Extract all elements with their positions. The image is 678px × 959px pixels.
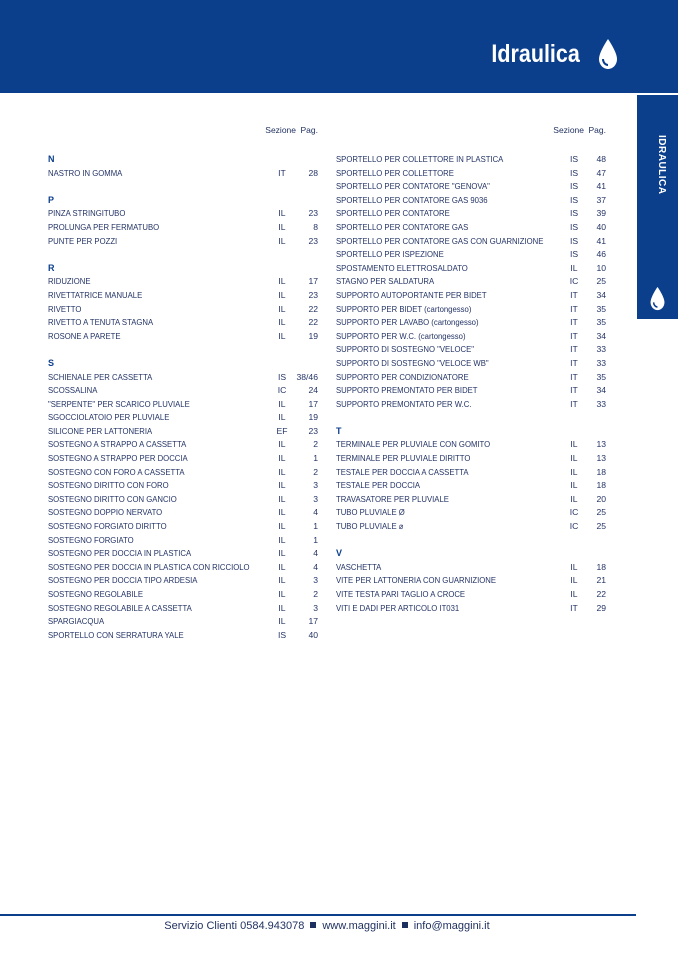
item-name: SPORTELLO PER CONTATORE GAS 9036	[336, 194, 488, 205]
item-sezione: IL	[278, 561, 286, 572]
index-row	[336, 289, 606, 303]
item-sezione: IT	[278, 167, 286, 178]
item-page: 10	[596, 262, 606, 273]
item-name: RIDUZIONE	[48, 276, 91, 287]
index-row	[48, 289, 318, 303]
item-name: SUPPORTO DI SOSTEGNO "VELOCE WB"	[336, 357, 489, 368]
item-page: 34	[596, 289, 606, 300]
item-sezione: IL	[278, 289, 286, 300]
item-sezione: IL	[570, 561, 578, 572]
index-row	[48, 602, 318, 616]
index-row	[48, 398, 318, 412]
index-row	[48, 438, 318, 452]
square-bullet-icon	[310, 922, 316, 928]
index-row	[48, 588, 318, 602]
index-row	[48, 561, 318, 575]
index-row	[48, 479, 318, 493]
item-page: 29	[596, 602, 606, 613]
item-page: 17	[308, 398, 318, 409]
item-name: SOSTEGNO A STRAPPO PER DOCCIA	[48, 453, 188, 464]
item-sezione: IL	[278, 575, 286, 586]
item-page: 3	[313, 602, 318, 613]
index-row	[48, 534, 318, 548]
index-row	[336, 194, 606, 208]
item-page: 25	[596, 276, 606, 287]
item-name: SOSTEGNO CON FORO A CASSETTA	[48, 466, 185, 477]
item-page: 40	[596, 221, 606, 232]
item-sezione: IT	[570, 602, 578, 613]
index-row	[336, 275, 606, 289]
item-page: 19	[308, 412, 318, 423]
item-name: SOSTEGNO DOPPIO NERVATO	[48, 507, 163, 518]
index-row	[48, 520, 318, 534]
item-name: RIVETTATRICE MANUALE	[48, 289, 143, 300]
item-name: SPORTELLO PER ISPEZIONE	[336, 249, 444, 260]
item-page: 20	[596, 493, 606, 504]
section-letter: P	[48, 194, 55, 205]
item-name: TUBO PLUVIALE Ø	[336, 507, 405, 518]
item-sezione: IS	[569, 249, 579, 260]
column-header	[336, 125, 606, 153]
item-sezione: IT	[570, 344, 578, 355]
item-sezione: IL	[278, 507, 286, 518]
item-name: SOSTEGNO FORGIATO	[48, 534, 134, 545]
index-row	[336, 207, 606, 221]
index-row	[336, 167, 606, 181]
index-row	[336, 398, 606, 412]
item-sezione: IS	[569, 208, 579, 219]
square-bullet-icon	[402, 922, 408, 928]
footer	[0, 920, 654, 932]
item-name: SOSTEGNO A STRAPPO A CASSETTA	[48, 439, 187, 450]
index-row	[48, 506, 318, 520]
item-sezione: IL	[278, 208, 286, 219]
water-drop-icon	[649, 285, 666, 312]
item-sezione: IS	[569, 221, 579, 232]
item-sezione: IL	[278, 466, 286, 477]
index-row	[48, 371, 318, 385]
item-sezione: IL	[570, 466, 578, 477]
item-name: PROLUNGA PER FERMATUBO	[48, 221, 160, 232]
item-name: RIVETTO	[48, 303, 82, 314]
item-name: PUNTE PER POZZI	[48, 235, 118, 246]
footer-divider	[0, 914, 636, 916]
item-sezione: IT	[570, 303, 578, 314]
footer-email[interactable]: info@maggini.it	[413, 920, 490, 932]
item-page: 25	[596, 521, 606, 532]
item-name: SUPPORTO PER BIDET (cartongesso)	[336, 303, 472, 314]
item-name: SOSTEGNO PER DOCCIA IN PLASTICA	[48, 548, 192, 559]
item-page: 18	[596, 466, 606, 477]
item-page: 34	[596, 385, 606, 396]
item-page: 41	[596, 181, 606, 192]
item-page: 18	[596, 561, 606, 572]
item-name: VITE PER LATTONERIA CON GUARNIZIONE	[336, 575, 497, 586]
item-page: 1	[313, 521, 318, 532]
item-name: SOSTEGNO PER DOCCIA IN PLASTICA CON RICCIOLO	[48, 561, 250, 572]
item-name: SPORTELLO PER CONTATORE	[336, 208, 450, 219]
index-row	[48, 316, 318, 330]
section-gap	[336, 411, 606, 425]
index-row	[48, 466, 318, 480]
item-name: SPOSTAMENTO ELETTROSALDATO	[336, 262, 468, 273]
index-row	[48, 629, 318, 643]
item-name: SPORTELLO CON SERRATURA YALE	[48, 629, 184, 640]
item-page: 47	[596, 167, 606, 178]
item-page: 46	[596, 249, 606, 260]
index-row	[336, 330, 606, 344]
index-row	[48, 235, 318, 249]
index-column-right	[336, 125, 606, 615]
item-name: SPORTELLO PER COLLETTORE IN PLASTICA	[336, 154, 504, 164]
item-page: 21	[596, 575, 606, 586]
item-sezione: IS	[277, 371, 287, 382]
section-letter: R	[48, 262, 55, 273]
item-page: 24	[308, 385, 318, 396]
index-row	[336, 452, 606, 466]
index-row	[48, 330, 318, 344]
item-page: 23	[308, 289, 318, 300]
item-name: SGOCCIOLATOIO PER PLUVIALE	[48, 412, 170, 423]
item-name: SPORTELLO PER CONTATORE GAS	[336, 221, 469, 232]
item-sezione: IL	[278, 398, 286, 409]
index-row	[336, 602, 606, 616]
item-sezione: IL	[570, 480, 578, 491]
item-name: SOSTEGNO REGOLABILE	[48, 589, 143, 599]
item-sezione: IL	[570, 493, 578, 504]
index-row	[48, 452, 318, 466]
item-name: VITI E DADI PER ARTICOLO IT031	[336, 602, 460, 613]
item-sezione: IL	[570, 439, 578, 450]
item-page: 1	[313, 453, 318, 464]
item-name: SOSTEGNO DIRITTO CON FORO	[48, 480, 169, 491]
item-page: 41	[596, 235, 606, 246]
item-page: 23	[308, 235, 318, 246]
item-sezione: IT	[570, 371, 578, 382]
header-pag: Pag.	[300, 125, 318, 135]
item-name: VITE TESTA PARI TAGLIO A CROCE	[336, 589, 466, 599]
item-sezione: IC	[569, 521, 579, 532]
index-row	[336, 343, 606, 357]
item-page: 48	[596, 154, 606, 164]
section-letter: V	[336, 548, 343, 559]
item-page: 22	[308, 303, 318, 314]
item-name: SUPPORTO PREMONTATO PER BIDET	[336, 385, 478, 396]
item-page: 22	[596, 589, 606, 599]
item-sezione: IL	[278, 493, 286, 504]
item-page: 2	[313, 466, 318, 477]
index-row	[336, 561, 606, 575]
item-sezione: IS	[569, 194, 579, 205]
item-name: SUPPORTO PER LAVABO (cartongesso)	[336, 317, 479, 328]
section-gap	[48, 343, 318, 357]
item-page: 1	[313, 534, 318, 545]
item-page: 35	[596, 371, 606, 382]
index-row	[48, 303, 318, 317]
item-page: 40	[308, 629, 318, 640]
item-name: SPORTELLO PER COLLETTORE	[336, 167, 454, 178]
item-page: 33	[596, 357, 606, 368]
section-gap	[48, 180, 318, 194]
item-sezione: IS	[569, 235, 579, 246]
item-page: 23	[308, 425, 318, 436]
item-name: PINZA STRINGITUBO	[48, 208, 126, 219]
item-sezione: IS	[569, 167, 579, 178]
item-page: 4	[313, 548, 318, 559]
item-name: TERMINALE PER PLUVIALE DIRITTO	[336, 453, 471, 464]
column-header	[48, 125, 318, 153]
item-sezione: IC	[569, 507, 579, 518]
item-sezione: IT	[570, 385, 578, 396]
item-name: TERMINALE PER PLUVIALE CON GOMITO	[336, 439, 491, 450]
item-page: 2	[313, 589, 318, 599]
footer-service: Servizio Clienti 0584.943078	[164, 920, 305, 932]
index-row	[336, 221, 606, 235]
item-page: 8	[313, 221, 318, 232]
water-drop-icon	[597, 38, 619, 70]
item-page: 2	[313, 439, 318, 450]
item-sezione: IT	[570, 289, 578, 300]
item-sezione: IL	[278, 276, 286, 287]
item-page: 3	[313, 480, 318, 491]
item-page: 25	[596, 507, 606, 518]
item-sezione: IS	[569, 154, 579, 164]
item-sezione: IL	[570, 453, 578, 464]
item-page: 38/46	[296, 371, 318, 382]
item-name: SUPPORTO DI SOSTEGNO "VELOCE"	[336, 344, 475, 355]
item-page: 13	[596, 453, 606, 464]
item-name: SPARGIACQUA	[48, 616, 105, 627]
item-page: 18	[596, 480, 606, 491]
item-page: 33	[596, 398, 606, 409]
item-page: 37	[596, 194, 606, 205]
index-row	[48, 547, 318, 561]
item-sezione: IL	[278, 480, 286, 491]
footer-website[interactable]: www.maggini.it	[322, 920, 396, 932]
item-sezione: IL	[278, 521, 286, 532]
item-name: SPORTELLO PER CONTATORE GAS CON GUARNIZIONE	[336, 235, 544, 246]
item-sezione: IL	[278, 221, 286, 232]
index-row	[48, 425, 318, 439]
item-page: 17	[308, 276, 318, 287]
index-row	[336, 588, 606, 602]
item-sezione: EF	[276, 425, 288, 436]
index-row	[336, 248, 606, 262]
item-page: 4	[313, 507, 318, 518]
item-name: SCOSSALINA	[48, 385, 98, 396]
item-page: 19	[308, 330, 318, 341]
item-name: TUBO PLUVIALE ⌀	[336, 521, 404, 532]
item-sezione: IL	[278, 303, 286, 314]
item-name: SOSTEGNO PER DOCCIA TIPO ARDESIA	[48, 575, 198, 586]
index-row	[48, 574, 318, 588]
item-sezione: IL	[278, 439, 286, 450]
index-row	[336, 316, 606, 330]
item-page: 35	[596, 317, 606, 328]
item-name: SUPPORTO AUTOPORTANTE PER BIDET	[336, 289, 487, 300]
item-name: TESTALE PER DOCCIA	[336, 480, 421, 491]
index-row	[336, 153, 606, 167]
item-page: 28	[308, 167, 318, 178]
index-row	[48, 221, 318, 235]
item-name: SOSTEGNO FORGIATO DIRITTO	[48, 521, 167, 532]
item-name: SUPPORTO PER W.C. (cartongesso)	[336, 330, 466, 341]
item-sezione: IL	[570, 262, 578, 273]
index-row	[48, 167, 318, 181]
index-row	[48, 411, 318, 425]
item-sezione: IL	[278, 317, 286, 328]
item-sezione: IL	[278, 412, 286, 423]
item-name: SPORTELLO PER CONTATORE "GENOVA"	[336, 181, 490, 192]
item-sezione: IL	[278, 330, 286, 341]
item-page: 3	[313, 575, 318, 586]
index-row	[336, 384, 606, 398]
index-row	[48, 493, 318, 507]
index-row	[48, 207, 318, 221]
item-sezione: IL	[278, 589, 286, 599]
index-row	[336, 479, 606, 493]
item-sezione: IC	[569, 276, 579, 287]
header-sezione: Sezione	[553, 125, 584, 135]
page-title: Idraulica	[491, 40, 580, 68]
item-page: 39	[596, 208, 606, 219]
item-name: SCHIENALE PER CASSETTA	[48, 371, 153, 382]
item-name: SILICONE PER LATTONERIA	[48, 425, 153, 436]
item-sezione: IT	[570, 357, 578, 368]
item-page: 4	[313, 561, 318, 572]
item-page: 33	[596, 344, 606, 355]
item-name: VASCHETTA	[336, 561, 382, 572]
index-row	[336, 466, 606, 480]
item-name: SOSTEGNO DIRITTO CON GANCIO	[48, 493, 177, 504]
item-name: NASTRO IN GOMMA	[48, 167, 123, 178]
section-gap	[48, 248, 318, 262]
index-list-left	[48, 153, 318, 642]
index-row	[336, 574, 606, 588]
item-page: 35	[596, 303, 606, 314]
item-sezione: IL	[278, 235, 286, 246]
item-name: SOSTEGNO REGOLABILE A CASSETTA	[48, 602, 192, 613]
item-sezione: IT	[570, 398, 578, 409]
item-sezione: IL	[278, 534, 286, 545]
index-row	[336, 235, 606, 249]
index-row	[48, 384, 318, 398]
section-letter: T	[336, 425, 342, 436]
item-name: SUPPORTO PREMONTATO PER W.C.	[336, 398, 472, 409]
header-sezione: Sezione	[265, 125, 296, 135]
index-column-left	[48, 125, 318, 642]
index-row	[336, 303, 606, 317]
item-page: 22	[308, 317, 318, 328]
item-sezione: IT	[570, 317, 578, 328]
item-name: ROSONE A PARETE	[48, 330, 121, 341]
item-sezione: IS	[569, 181, 579, 192]
item-name: RIVETTO A TENUTA STAGNA	[48, 317, 154, 328]
index-list-right	[336, 153, 606, 615]
index-row	[336, 262, 606, 276]
item-name: STAGNO PER SALDATURA	[336, 276, 435, 287]
index-row	[336, 438, 606, 452]
item-name: "SERPENTE" PER SCARICO PLUVIALE	[48, 398, 190, 409]
index-row	[336, 371, 606, 385]
item-sezione: IL	[278, 453, 286, 464]
index-row	[48, 615, 318, 629]
item-name: TRAVASATORE PER PLUVIALE	[336, 493, 449, 504]
section-gap	[336, 534, 606, 548]
section-letter: N	[48, 154, 55, 164]
item-sezione: IL	[570, 575, 578, 586]
item-sezione: IL	[278, 616, 286, 627]
index-row	[48, 275, 318, 289]
index-row	[336, 506, 606, 520]
item-sezione: IC	[277, 385, 287, 396]
index-row	[336, 493, 606, 507]
side-tab-label: IDRAULICA	[656, 135, 667, 195]
item-page: 34	[596, 330, 606, 341]
item-page: 17	[308, 616, 318, 627]
item-sezione: IL	[570, 589, 578, 599]
index-row	[336, 520, 606, 534]
header-pag: Pag.	[588, 125, 606, 135]
item-name: SUPPORTO PER CONDIZIONATORE	[336, 371, 469, 382]
index-row	[336, 357, 606, 371]
item-sezione: IT	[570, 330, 578, 341]
item-sezione: IL	[278, 548, 286, 559]
item-name: TESTALE PER DOCCIA A CASSETTA	[336, 466, 469, 477]
index-row	[336, 180, 606, 194]
item-page: 3	[313, 493, 318, 504]
item-page: 13	[596, 439, 606, 450]
section-letter: S	[48, 357, 55, 368]
item-sezione: IL	[278, 602, 286, 613]
item-page: 23	[308, 208, 318, 219]
item-sezione: IS	[277, 629, 287, 640]
